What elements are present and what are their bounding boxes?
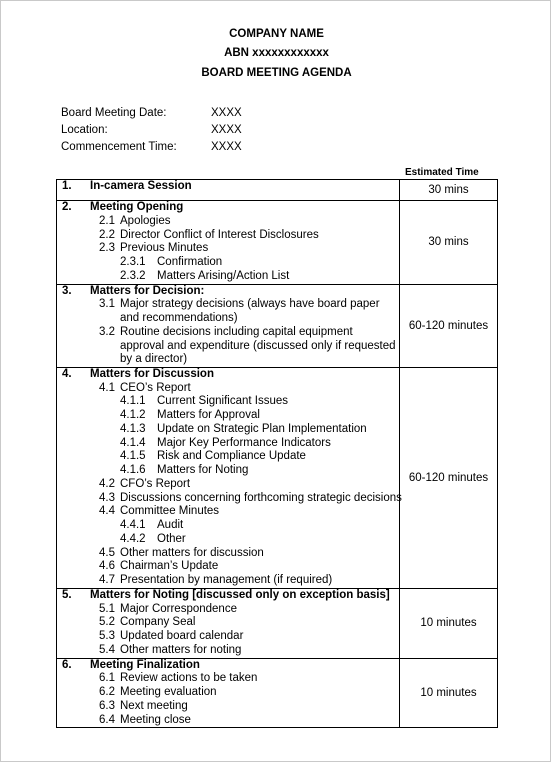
item-text: Presentation by management (if required) [120, 574, 333, 586]
section-content [57, 284, 400, 367]
agenda-section [57, 658, 498, 728]
list-item [57, 644, 399, 658]
list-item [57, 547, 399, 561]
item-number: 4.1.4 [120, 436, 146, 449]
section-content [57, 658, 400, 728]
list-item [57, 270, 399, 284]
meta-value: XXXX [211, 141, 242, 153]
item-number: 4.5 [99, 546, 115, 559]
item-number: 5.1 [99, 602, 115, 615]
item-text: Routine decisions including capital equipment approval and expenditure (discussed only if requested by a director) [120, 325, 396, 366]
item-number: 4.1.6 [120, 464, 146, 476]
item-number: 4.7 [99, 574, 115, 586]
list-item [57, 714, 399, 728]
item-number: 4.3 [99, 491, 115, 504]
meta-label: Location: [61, 124, 108, 136]
item-text: Audit [157, 519, 184, 531]
item-number: 4.2 [99, 477, 115, 490]
item-number: 4.4.1 [120, 519, 146, 531]
section-time: 60-120 minutes [400, 284, 498, 367]
list-item [57, 395, 399, 409]
agenda-section [57, 284, 498, 367]
agenda-table [56, 179, 498, 728]
list-item [57, 478, 399, 492]
list-item [57, 409, 399, 423]
item-number: 4.1.5 [120, 450, 146, 463]
list-item [57, 603, 399, 617]
item-text: Current Significant Issues [157, 395, 289, 408]
section-title: In-camera Session [90, 180, 192, 192]
section-time: 10 minutes [400, 588, 498, 658]
meta-value: XXXX [211, 107, 242, 119]
list-item [57, 242, 399, 256]
list-item [57, 533, 399, 547]
item-text: Risk and Compliance Update [157, 450, 306, 463]
item-text: Apologies [120, 214, 171, 227]
item-text: Confirmation [157, 256, 223, 268]
item-text: Discussions concerning forthcoming strategic decisions [120, 491, 402, 504]
item-number: 2.2 [99, 228, 115, 241]
estimated-time-header: Estimated Time [405, 167, 479, 178]
section-content [57, 588, 400, 658]
list-item [57, 437, 399, 451]
meta-label: Board Meeting Date: [61, 107, 167, 119]
section-title: Meeting Opening [90, 201, 184, 213]
section-title: Matters for Discussion [90, 367, 214, 380]
item-number: 5.3 [99, 630, 115, 642]
section-content [57, 180, 400, 201]
list-item [57, 491, 402, 506]
section-heading [57, 180, 399, 194]
item-number: 4.1 [99, 381, 115, 394]
agenda-section [57, 367, 498, 588]
item-text: Review actions to be taken [120, 672, 258, 685]
list-item [57, 298, 399, 326]
item-text: Company Seal [120, 616, 196, 629]
list-item [57, 519, 399, 533]
section-time: 30 mins [400, 201, 498, 285]
item-number: 5.2 [99, 616, 115, 629]
section-number: 3. [62, 284, 72, 297]
section-heading [57, 589, 399, 603]
list-item [57, 464, 399, 478]
list-item [57, 574, 399, 588]
item-text: Other matters for discussion [120, 546, 264, 559]
item-number: 2.3.2 [120, 269, 146, 282]
list-item [57, 229, 399, 243]
section-heading [57, 368, 399, 382]
item-number: 4.6 [99, 560, 115, 573]
item-number: 4.1.1 [120, 395, 146, 408]
item-text: Updated board calendar [120, 630, 244, 642]
agenda-section [57, 588, 498, 658]
list-item [57, 256, 399, 270]
item-number: 6.2 [99, 686, 115, 698]
item-number: 4.4.2 [120, 532, 146, 545]
meta-value: XXXX [211, 124, 242, 136]
item-text: Next meeting [120, 699, 188, 712]
section-time: 60-120 minutes [400, 367, 498, 588]
list-item [57, 215, 399, 229]
list-item [57, 630, 399, 644]
item-text: Matters for Noting [157, 464, 249, 476]
item-text: Other matters for noting [120, 643, 242, 656]
list-item [57, 560, 399, 574]
section-content [57, 367, 400, 588]
section-number: 4. [62, 367, 72, 380]
item-text: Other [157, 532, 186, 545]
list-item [57, 450, 399, 464]
list-item [57, 505, 399, 519]
section-heading [57, 201, 399, 215]
list-item [57, 382, 399, 396]
item-text: Chairman’s Update [120, 560, 219, 573]
item-number: 6.3 [99, 699, 115, 712]
item-number: 5.4 [99, 643, 115, 656]
item-text: CFO’s Report [120, 477, 191, 490]
section-heading [57, 285, 399, 299]
item-number: 6.4 [99, 713, 115, 726]
item-text: Meeting close [120, 713, 191, 726]
item-text: CEO’s Report [120, 381, 191, 394]
section-title: Matters for Noting [discussed only on exception basis] [90, 588, 390, 601]
section-title: Meeting Finalization [90, 658, 200, 671]
list-item [57, 423, 399, 437]
company-name: COMPANY NAME [229, 28, 324, 40]
item-number: 4.4 [99, 505, 115, 518]
item-number: 3.2 [99, 325, 115, 338]
list-item [57, 686, 399, 700]
section-time: 30 mins [400, 180, 498, 201]
item-number: 2.3 [99, 242, 115, 255]
item-text: Matters Arising/Action List [157, 269, 290, 282]
list-item [57, 700, 399, 714]
item-text: Update on Strategic Plan Implementation [157, 422, 367, 435]
item-text: Major Correspondence [120, 602, 237, 615]
section-time: 10 minutes [400, 658, 498, 728]
document-title: BOARD MEETING AGENDA [201, 67, 352, 79]
item-number: 4.1.2 [120, 409, 146, 421]
item-text: Previous Minutes [120, 242, 209, 255]
item-text: Major Key Performance Indicators [157, 436, 331, 449]
item-text: Major strategy decisions (always have board paper and recommendations) [120, 298, 380, 324]
section-number: 2. [62, 201, 72, 213]
item-text: Committee Minutes [120, 505, 220, 518]
section-number: 1. [62, 180, 72, 192]
item-number: 2.3.1 [120, 256, 146, 268]
item-text: Meeting evaluation [120, 686, 217, 698]
item-number: 3.1 [99, 298, 115, 311]
agenda-section [57, 180, 498, 201]
item-number: 4.1.3 [120, 422, 146, 435]
item-text: Director Conflict of Interest Disclosures [120, 228, 319, 241]
meta-label: Commencement Time: [61, 141, 177, 153]
section-content [57, 201, 400, 285]
item-number: 6.1 [99, 672, 115, 685]
agenda-section [57, 201, 498, 285]
list-item [57, 616, 399, 630]
section-number: 5. [62, 588, 72, 601]
item-number: 2.1 [99, 214, 115, 227]
section-heading [57, 659, 399, 673]
item-text: Matters for Approval [157, 409, 260, 421]
list-item [57, 672, 399, 686]
abn-number: ABN xxxxxxxxxxxx [224, 47, 329, 59]
section-title: Matters for Decision: [90, 284, 205, 297]
list-item [57, 326, 399, 367]
section-number: 6. [62, 658, 72, 671]
